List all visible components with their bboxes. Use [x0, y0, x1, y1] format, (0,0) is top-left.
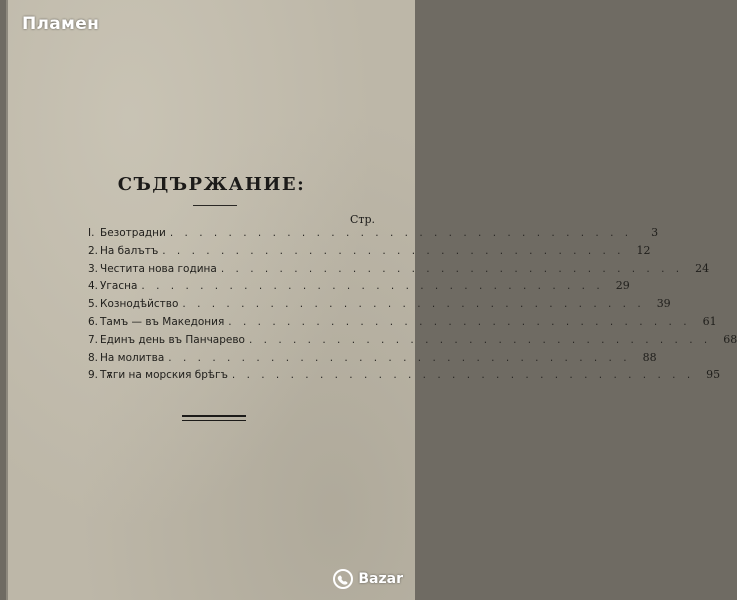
toc-leader-dots: . . . . . . . . . . . . . . . . . . . . . . . . . . . . . . . . [228, 315, 691, 328]
toc-leader-dots: . . . . . . . . . . . . . . . . . . . . . . . . . . . . . . . . [169, 227, 633, 239]
toc-entry-title: Тамъ — въ Македония [100, 315, 225, 328]
toc-entry [88, 279, 630, 297]
toc-entry-number: 4. [88, 280, 99, 293]
closing-double-rule [182, 415, 246, 421]
toc-entry-page: 29 [615, 279, 630, 293]
toc-entry-number: 2. [88, 244, 99, 257]
toc-entry-page: 61 [702, 314, 717, 328]
toc-leader-dots: . . . . . . . . . . . . . . . . . . . . . . . . . . . . . . . . [168, 351, 631, 364]
toc-leader-dots: . . . . . . . . . . . . . . . . . . . . . . . . . . . . . . . . [231, 369, 695, 382]
contents-title: СЪДЪРЖАНИЕ: [117, 174, 306, 195]
toc-entry-page: 24 [695, 261, 710, 275]
toc-leader-dots: . . . . . . . . . . . . . . . . . . . . . . . . . . . . . . . . [182, 298, 645, 311]
toc-entry-number: 7. [88, 333, 99, 346]
toc-entry-title: На балътъ [100, 244, 159, 257]
toc-leader-dots: . . . . . . . . . . . . . . . . . . . . . . . . . . . . . . . . [141, 280, 604, 293]
toc-entry [88, 297, 671, 315]
toc-entry-title: Честита нова година [100, 262, 217, 275]
toc-entry-title: Кознодѣйство [100, 298, 179, 311]
toc-entry [88, 243, 651, 262]
toc-entry-page: 39 [656, 297, 671, 311]
toc-entry-page: 12 [636, 243, 651, 257]
phone-bubble-icon [332, 568, 354, 590]
toc-entry [88, 261, 710, 280]
toc-entry-title: Тѫги на морския брѣгъ [100, 369, 228, 382]
toc-entry-title: Единъ день въ Панчарево [100, 333, 245, 346]
toc-entry-page: 3 [651, 226, 659, 239]
toc-entry [88, 368, 721, 386]
toc-entry-number: 5. [88, 298, 99, 311]
toc-entry-title: На молитва [100, 351, 165, 364]
toc-entry-page: 68 [723, 332, 737, 346]
toc-leader-dots: . . . . . . . . . . . . . . . . . . . . . . . . . . . . . . . . [248, 333, 712, 346]
toc-entry-page: 88 [642, 350, 657, 364]
toc-entry [88, 314, 717, 333]
bazar-badge-text: Bazar [358, 571, 403, 587]
table-of-contents [88, 226, 737, 386]
toc-entry-title: Угасна [100, 280, 138, 293]
toc-entry-number: I. [88, 227, 95, 239]
toc-entry-number: 8. [88, 351, 99, 364]
toc-entry-number: 3. [88, 262, 99, 275]
watermark-text: Пламен [22, 14, 100, 34]
toc-entry [88, 332, 737, 351]
page-column-label: Стр. [350, 213, 376, 226]
toc-entry-number: 9. [88, 369, 99, 382]
toc-entry-title: Безотрадни [100, 227, 166, 239]
toc-entry-number: 6. [88, 315, 99, 328]
title-divider [193, 205, 237, 206]
toc-entry [88, 226, 659, 244]
toc-leader-dots: . . . . . . . . . . . . . . . . . . . . . . . . . . . . . . . . [162, 244, 625, 257]
toc-entry-page: 95 [706, 368, 721, 382]
toc-leader-dots: . . . . . . . . . . . . . . . . . . . . . . . . . . . . . . . . [220, 262, 684, 275]
toc-entry [88, 350, 657, 369]
book-page [6, 0, 737, 600]
bazar-badge [307, 564, 403, 594]
